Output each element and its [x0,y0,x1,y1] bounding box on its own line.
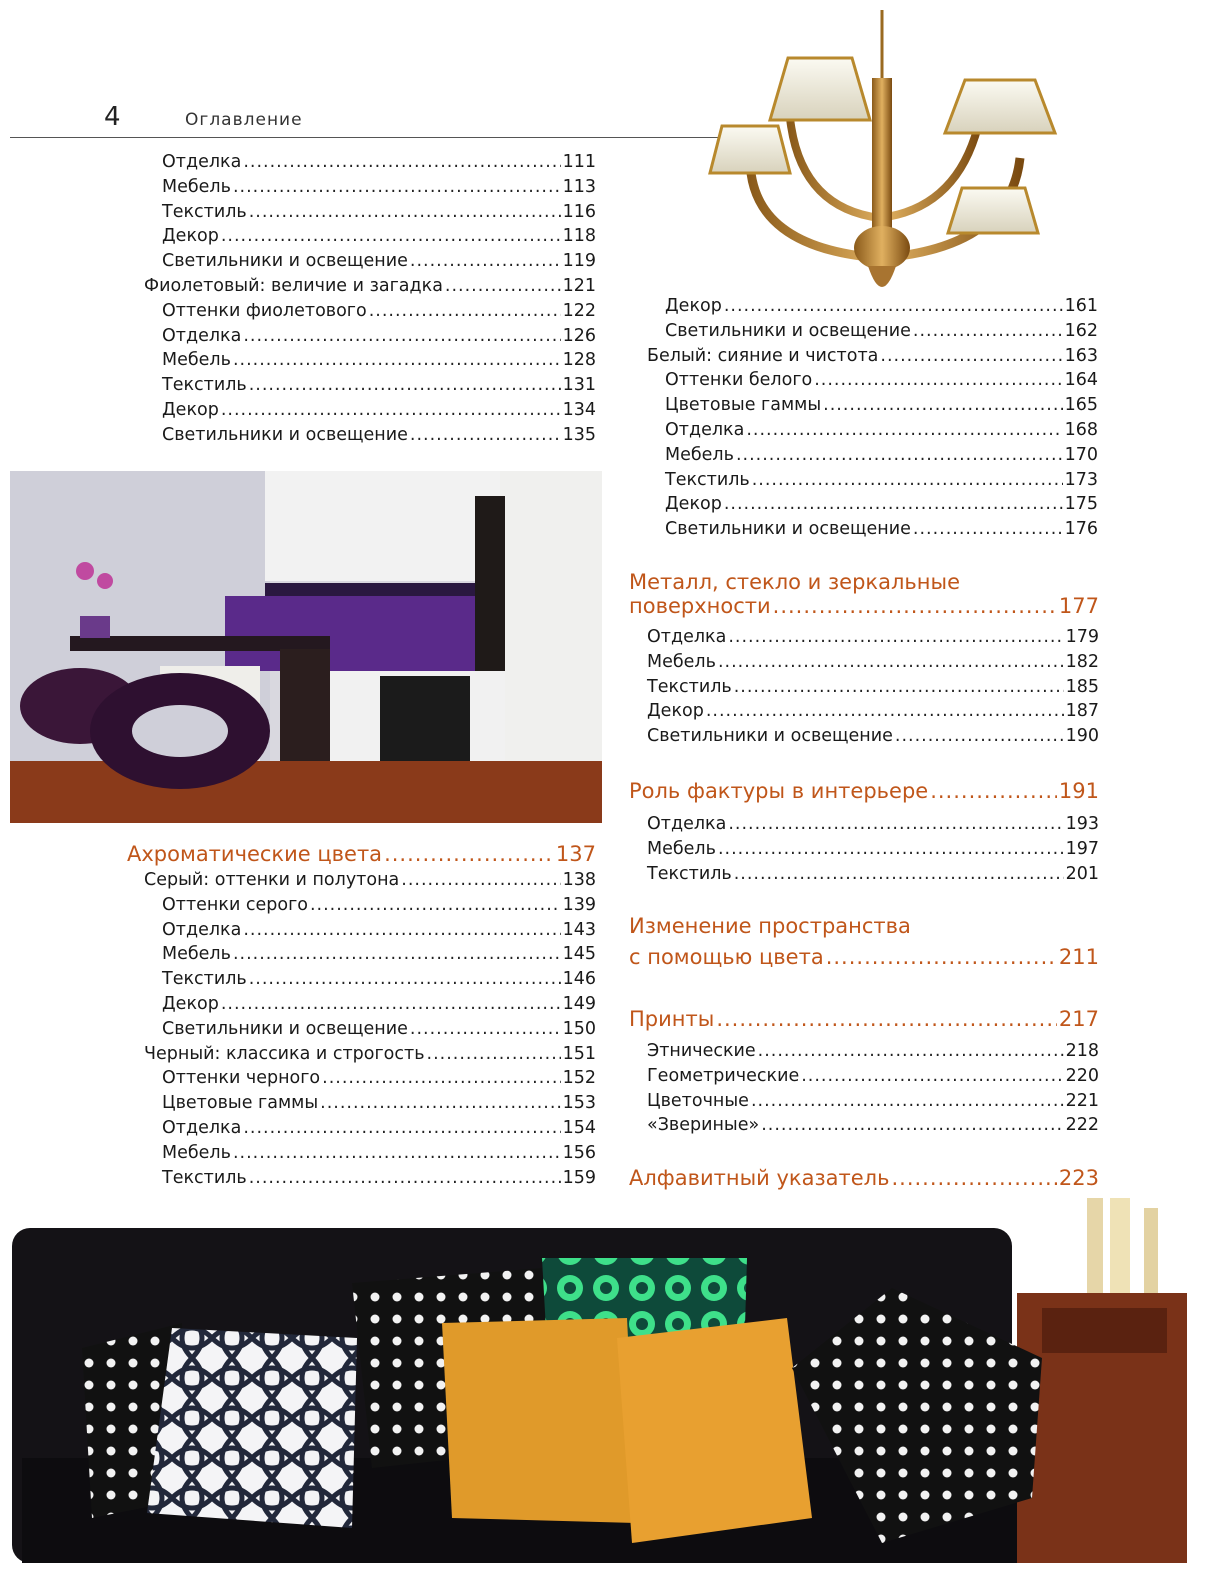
leader-dots [369,301,561,321]
leader-dots [243,326,560,346]
toc-entry-page: 143 [562,919,596,940]
leader-dots [410,251,561,271]
toc-achromatic [127,842,596,1192]
toc-entry-label: Текстиль [162,1167,247,1188]
toc-entry-page: 113 [562,176,596,197]
toc-entry[interactable] [647,420,1098,445]
toc-entry[interactable] [647,519,1098,544]
toc-entry-page: 151 [562,1043,596,1064]
leader-dots [249,202,561,222]
leader-dots [310,895,561,915]
toc-entry-page: 168 [1064,419,1098,440]
toc-entry-label: Отделка [647,814,727,834]
toc-entry-page: 165 [1064,395,1098,416]
toc-entry-label: Текстиль [162,969,247,990]
section-heading-prints[interactable] [629,1007,1099,1037]
toc-entry[interactable] [144,251,596,276]
leader-dots [728,627,1063,647]
section-title: Роль фактуры в интерьере [629,779,929,803]
leader-dots [880,346,1062,366]
toc-entry-page: 187 [1065,701,1099,722]
leader-dots [734,864,1064,884]
toc-entry-page: 162 [1064,320,1098,341]
toc-entry-page: 190 [1065,726,1099,747]
toc-entry[interactable] [144,944,596,969]
section-page: 191 [1058,779,1099,803]
leader-dots [445,276,561,296]
leader-dots [826,945,1057,969]
toc-entry-page: 182 [1065,651,1099,672]
leader-dots [891,1166,1056,1190]
toc-entry[interactable] [144,1093,596,1118]
toc-entry-page: 156 [562,1142,596,1163]
chandelier-photo [690,8,1062,298]
toc-entry-label: Мебель [162,1142,231,1163]
section-heading-metal[interactable] [629,594,1099,624]
toc-entry-label: Светильники и освещение [162,1018,408,1039]
toc-entry[interactable] [144,400,596,425]
toc-entry-label: Мебель [162,350,231,371]
toc-entry-label: Отделка [665,419,745,440]
leader-dots [773,594,1057,618]
toc-entry[interactable] [647,370,1098,395]
toc-entry-label: Отделка [162,919,242,940]
toc-prints [629,1007,1099,1140]
leader-dots [249,1168,561,1188]
toc-entry[interactable] [144,1143,596,1168]
toc-left-top [144,152,596,450]
toc-entry[interactable] [144,1168,596,1193]
leader-dots [410,425,561,445]
toc-entry-label: Этнические [647,1041,756,1061]
toc-entry-page: 128 [562,350,596,371]
toc-entry-label: Оттенки черного [162,1068,321,1089]
toc-entry[interactable] [647,445,1098,470]
toc-entry-label: Отделка [162,325,242,346]
toc-entry-label: Текстиль [665,469,750,490]
toc-entry[interactable] [144,425,596,450]
toc-entry-label: Светильники и освещение [665,519,911,540]
leader-dots [249,969,561,989]
toc-entry-label: Геометрические [647,1065,800,1086]
toc-entry[interactable] [647,1091,1099,1116]
section-page: 137 [555,842,596,866]
toc-entry[interactable] [647,814,1099,839]
toc-entry-page: 138 [562,870,596,890]
toc-entry[interactable] [144,350,596,375]
toc-entry[interactable] [144,326,596,351]
toc-entry[interactable] [647,652,1099,677]
toc-entry-label: Текстиль [647,676,732,697]
toc-entry-page: 197 [1065,838,1099,859]
toc-entry[interactable] [144,994,596,1019]
toc-entry[interactable] [647,321,1098,346]
toc-space [629,914,1099,975]
toc-entry-label: Текстиль [162,201,247,222]
toc-entry[interactable] [144,1118,596,1143]
toc-entry-label: Черный: классика и строгость [144,1043,425,1064]
toc-metal [629,570,1099,751]
toc-entry-label: Белый: сияние и чистота [647,345,879,366]
leader-dots [758,1041,1064,1061]
leader-dots [718,652,1064,672]
section-page: 217 [1058,1007,1099,1031]
toc-entry-page: 135 [562,424,596,445]
toc-entry-label: Серый: оттенки и полутона [144,870,400,890]
toc-entry[interactable] [647,346,1098,371]
leader-dots [233,177,561,197]
toc-entry-page: 173 [1064,469,1098,490]
leader-dots [930,779,1057,803]
toc-entry[interactable] [647,1115,1099,1140]
toc-entry-page: 159 [562,1167,596,1188]
toc-entry[interactable] [647,296,1098,321]
section-title-line2: с помощью цвета [629,945,824,969]
toc-entry[interactable] [647,839,1099,864]
toc-entry-page: 176 [1064,519,1098,540]
toc-entry-label: Мебель [647,838,716,859]
leader-dots [706,701,1064,721]
toc-entry-label: Декор [665,494,722,515]
toc-entry[interactable] [144,202,596,227]
toc-entry[interactable] [647,627,1099,652]
leader-dots [221,400,561,420]
toc-entry[interactable] [144,375,596,400]
toc-entry-label: «Звериные» [647,1115,760,1136]
toc-entry-label: Цветочные [647,1090,749,1111]
toc-entry-page: 222 [1065,1115,1099,1136]
leader-dots [761,1115,1063,1135]
toc-index [629,1166,1099,1196]
header-rule [10,137,718,138]
toc-entry[interactable] [647,1066,1099,1091]
toc-entry-label: Светильники и освещение [665,320,911,341]
section-heading-achromatic[interactable] [127,842,596,872]
leader-dots [823,395,1062,415]
toc-entry-page: 119 [562,251,596,272]
toc-entry-page: 153 [562,1093,596,1114]
toc-entry-label: Светильники и освещение [647,726,893,747]
section-page: 177 [1058,594,1099,618]
toc-right-top [647,296,1098,544]
toc-entry[interactable] [647,726,1099,751]
toc-entry-page: 218 [1065,1041,1099,1061]
leader-dots [384,842,554,866]
toc-entry[interactable] [144,895,596,920]
toc-entry[interactable] [144,276,596,301]
leader-dots [243,152,560,172]
toc-entry[interactable] [144,152,596,177]
leader-dots [895,726,1064,746]
leader-dots [233,944,561,964]
toc-entry-page: 161 [1064,296,1098,316]
leader-dots [913,519,1063,539]
section-heading-texture[interactable] [629,779,1099,809]
leader-dots [718,839,1064,859]
toc-entry-label: Оттенки белого [665,370,813,391]
leader-dots [427,1044,561,1064]
toc-entry-label: Цветовые гаммы [162,1093,319,1114]
toc-entry-label: Светильники и освещение [162,251,408,272]
leader-dots [221,226,561,246]
toc-entry-page: 170 [1064,444,1098,465]
leader-dots [233,350,561,370]
toc-entry-label: Цветовые гаммы [665,395,822,416]
toc-entry[interactable] [144,969,596,994]
toc-entry-label: Декор [665,296,722,316]
toc-entry[interactable] [647,494,1098,519]
toc-entry-page: 185 [1065,676,1099,697]
toc-entry-page: 121 [562,275,596,296]
toc-entry-page: 131 [562,375,596,396]
metal-entries [629,627,1099,751]
toc-entry[interactable] [144,177,596,202]
leader-dots [243,920,560,940]
toc-entry-page: 179 [1065,627,1099,647]
toc-entry-label: Оттенки фиолетового [162,300,367,321]
running-head: Оглавление [185,110,303,130]
section-title-line1: Металл, стекло и зеркальные [629,570,960,594]
prints-entries [629,1041,1099,1140]
toc-entry-label: Декор [647,701,704,722]
section-heading-index[interactable] [629,1166,1099,1196]
toc-entry-page: 150 [562,1018,596,1039]
leader-dots [728,814,1063,834]
leader-dots [752,470,1063,490]
toc-entry-label: Декор [162,993,219,1014]
toc-entry[interactable] [144,1019,596,1044]
toc-entry-label: Декор [162,226,219,247]
leader-dots [716,1007,1057,1031]
toc-entry[interactable] [647,701,1099,726]
toc-entry-page: 122 [562,300,596,321]
section-page: 211 [1058,945,1099,969]
toc-entry-page: 163 [1064,345,1098,366]
toc-texture [629,779,1099,888]
leader-dots [724,494,1063,514]
toc-entry-page: 111 [562,152,596,172]
toc-entry[interactable] [144,870,596,895]
toc-entry-label: Отделка [162,1117,242,1138]
toc-entry[interactable] [144,920,596,945]
leader-dots [751,1091,1064,1111]
achromatic-entries [127,870,596,1192]
section-title: Принты [629,1007,715,1031]
toc-entry[interactable] [647,395,1098,420]
leader-dots [410,1019,561,1039]
leader-dots [401,870,560,890]
kitchen-photo [10,471,602,823]
section-title-line2: поверхности [629,594,771,618]
toc-entry-page: 152 [562,1068,596,1089]
section-title: Алфавитный указатель [629,1166,890,1190]
toc-entry-label: Текстиль [162,375,247,396]
toc-entry-page: 201 [1065,863,1099,884]
leader-dots [801,1066,1063,1086]
toc-entry-label: Отделка [162,152,242,172]
toc-entry-label: Фиолетовый: величие и загадка [144,275,443,296]
toc-entry-page: 139 [562,894,596,915]
sofa-photo [12,1198,1194,1563]
section-heading-space[interactable] [629,945,1099,975]
toc-entry-page: 134 [562,399,596,420]
toc-entry-page: 220 [1065,1065,1099,1086]
toc-entry-page: 126 [562,325,596,346]
toc-entry-label: Мебель [162,176,231,197]
leader-dots [249,375,561,395]
toc-entry-label: Светильники и освещение [162,424,408,445]
leader-dots [233,1143,561,1163]
leader-dots [221,994,561,1014]
toc-entry-page: 149 [562,993,596,1014]
leader-dots [320,1093,560,1113]
toc-entry[interactable] [144,1044,596,1069]
toc-entry-label: Текстиль [647,863,732,884]
toc-entry-page: 118 [562,226,596,247]
toc-entry-page: 146 [562,969,596,990]
toc-entry-label: Оттенки серого [162,894,308,915]
toc-entry-label: Декор [162,399,219,420]
leader-dots [243,1118,560,1138]
leader-dots [734,677,1064,697]
toc-entry[interactable] [647,864,1099,889]
toc-entry[interactable] [144,1068,596,1093]
toc-entry-label: Мебель [665,444,734,465]
toc-entry-page: 145 [562,944,596,965]
toc-entry[interactable] [647,1041,1099,1066]
toc-entry-page: 193 [1065,814,1099,834]
leader-dots [746,420,1062,440]
texture-entries [629,814,1099,888]
leader-dots [814,370,1062,390]
leader-dots [322,1068,560,1088]
toc-entry[interactable] [144,301,596,326]
toc-entry-page: 221 [1065,1090,1099,1111]
toc-entry-label: Отделка [647,627,727,647]
toc-entry[interactable] [144,226,596,251]
toc-entry-page: 164 [1064,370,1098,391]
leader-dots [913,321,1063,341]
toc-entry-page: 116 [562,201,596,222]
toc-entry-label: Мебель [162,944,231,965]
toc-entry-page: 175 [1064,494,1098,515]
page-number: 4 [104,102,121,132]
section-title: Ахроматические цвета [127,842,383,866]
section-title-line1: Изменение пространства [629,914,911,938]
toc-entry[interactable] [647,470,1098,495]
section-page: 223 [1058,1166,1099,1190]
leader-dots [724,296,1063,316]
toc-entry[interactable] [647,677,1099,702]
toc-entry-page: 154 [562,1117,596,1138]
toc-entry-label: Мебель [647,651,716,672]
leader-dots [736,445,1063,465]
